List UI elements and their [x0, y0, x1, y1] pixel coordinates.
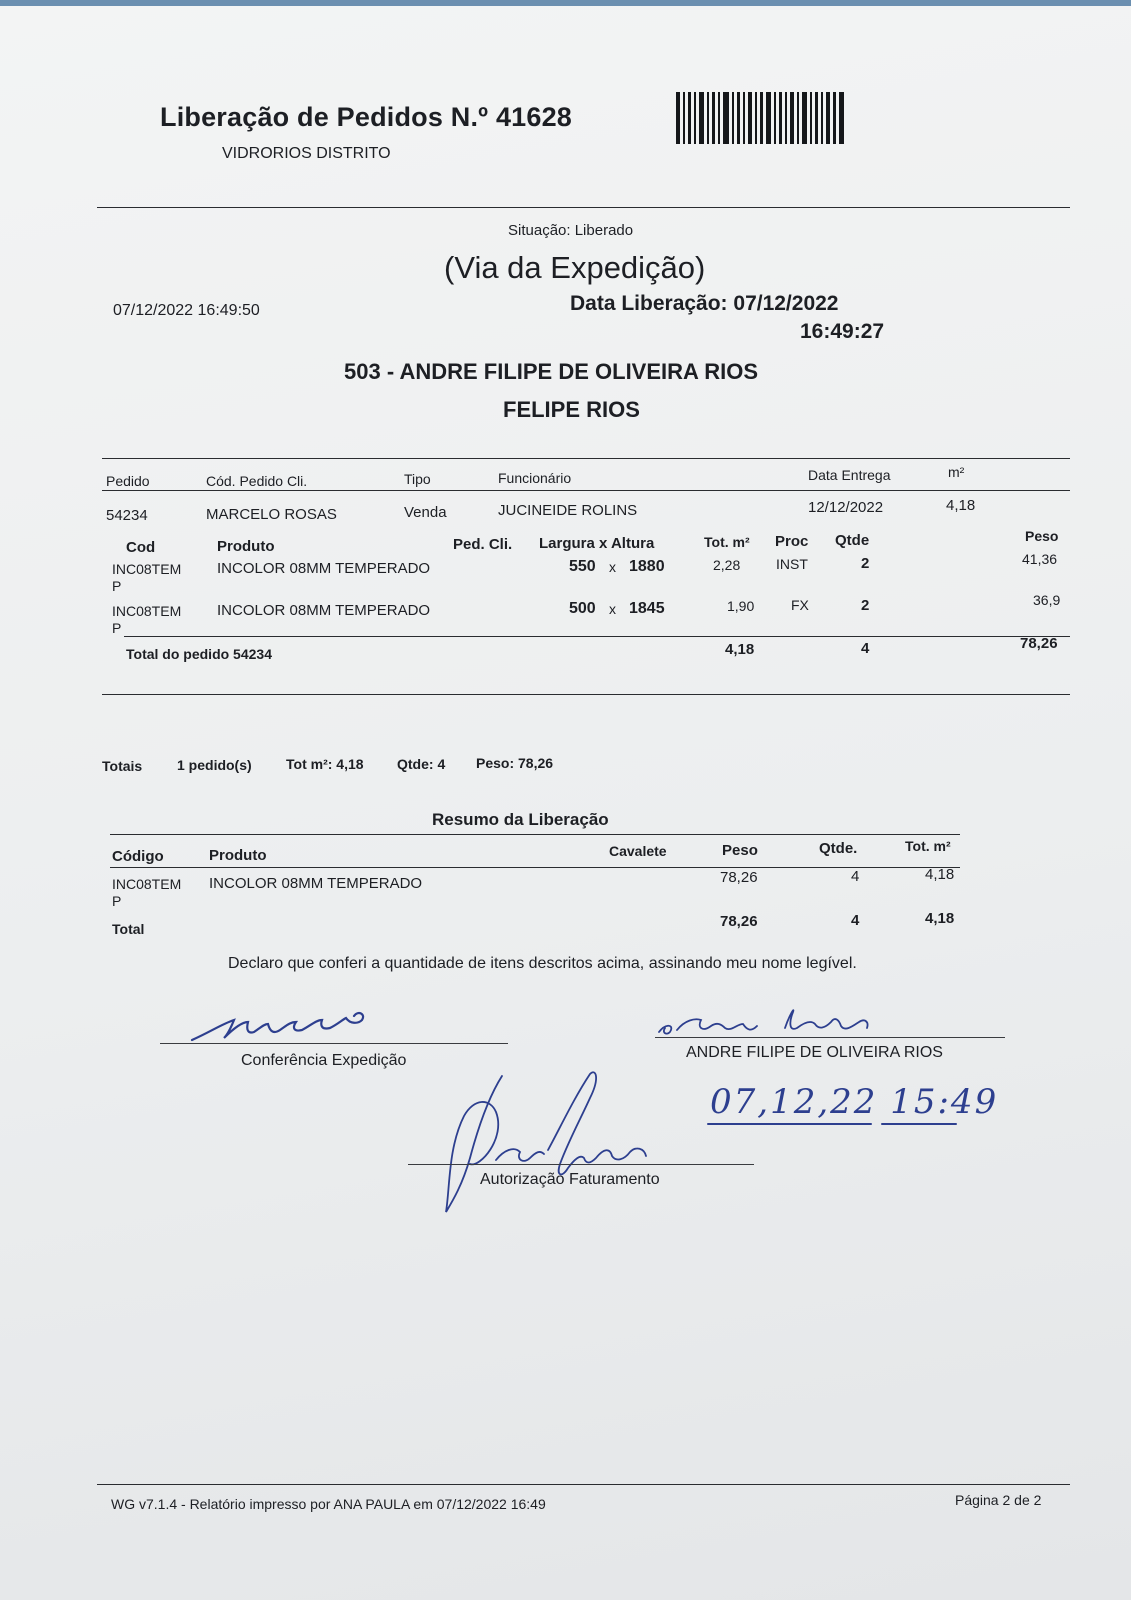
item-1-x: x: [609, 559, 616, 575]
items-col-qtde: Qtde: [835, 532, 870, 549]
summary-header-rule: [110, 867, 960, 868]
col-pedido: Pedido: [106, 473, 150, 489]
items-col-proc: Proc: [775, 533, 809, 550]
handwritten-date-underline: [706, 1120, 996, 1128]
summary-row-cod-cont: P: [112, 893, 122, 909]
order-tipo: Venda: [404, 504, 447, 521]
order-total-peso: 78,26: [1020, 635, 1058, 652]
order-m2: 4,18: [946, 497, 976, 514]
release-date-label: Data Liberação: 07/12/2022: [570, 292, 839, 315]
items-col-tot-m2: Tot. m²: [704, 534, 750, 550]
totals-label: Totais: [102, 758, 143, 774]
summary-row-produto: INCOLOR 08MM TEMPERADO: [209, 875, 423, 892]
summary-row-tot: 4,18: [925, 866, 955, 883]
item-1-cod: INC08TEM: [112, 561, 182, 577]
document-title: Liberação de Pedidos N.º 41628: [160, 102, 573, 132]
item-1-tot: 2,28: [713, 557, 741, 573]
items-col-largura-altura: Largura x Altura: [539, 535, 655, 552]
barcode-graphic: [676, 92, 846, 144]
col-data-entrega: Data Entrega: [808, 467, 891, 483]
release-time: 16:49:27: [800, 320, 885, 343]
col-m2: m²: [948, 464, 965, 480]
summary-col-produto: Produto: [209, 847, 267, 864]
signature-line-right: [655, 1037, 1005, 1038]
order-header-rule: [102, 490, 1070, 491]
footer-rule: [97, 1484, 1070, 1485]
summary-total-tot: 4,18: [925, 910, 955, 927]
summary-total-peso: 78,26: [720, 913, 758, 930]
company-name: VIDRORIOS DISTRITO: [222, 145, 391, 162]
client-name: 503 - ANDRE FILIPE DE OLIVEIRA RIOS: [344, 359, 758, 384]
footer-report-info: WG v7.1.4 - Relatório impresso por ANA PAULA em 07/12/2022 16:49: [111, 1496, 546, 1512]
order-funcionario: JUCINEIDE ROLINS: [498, 502, 638, 519]
page-top-edge: [0, 0, 1131, 6]
signature-client: [655, 1002, 895, 1040]
items-col-cod: Cod: [126, 539, 156, 556]
col-cod-pedido-cli: Cód. Pedido Cli.: [206, 473, 308, 489]
item-2-peso: 36,9: [1033, 592, 1061, 608]
col-tipo: Tipo: [404, 471, 431, 487]
items-total-rule: [124, 636, 1070, 637]
summary-col-cavalete: Cavalete: [609, 843, 667, 859]
totals-pedidos: 1 pedido(s): [177, 757, 252, 773]
totals-tot-m2: Tot m²: 4,18: [286, 756, 364, 772]
item-2-tot: 1,90: [727, 598, 755, 614]
item-1-qtde: 2: [861, 555, 870, 572]
item-1-peso: 41,36: [1022, 551, 1058, 567]
item-2-x: x: [609, 601, 616, 617]
signature-autorizacao: [440, 1068, 680, 1218]
print-datetime: 07/12/2022 16:49:50: [113, 302, 260, 319]
item-2-proc: FX: [791, 597, 809, 613]
summary-col-peso: Peso: [722, 842, 758, 859]
order-cod-cli: MARCELO ROSAS: [206, 506, 337, 523]
item-2-altura: 1845: [629, 600, 665, 617]
summary-title: Resumo da Liberação: [432, 810, 609, 829]
order-total-qtde: 4: [861, 640, 870, 657]
summary-total-label: Total: [112, 921, 145, 937]
summary-col-qtde: Qtde.: [819, 840, 858, 857]
item-2-cod: INC08TEM: [112, 603, 182, 619]
situation-text: Situação: Liberado: [508, 222, 634, 239]
item-1-altura: 1880: [629, 558, 665, 575]
item-2-produto: INCOLOR 08MM TEMPERADO: [217, 602, 431, 619]
items-col-produto: Produto: [217, 538, 275, 555]
summary-top-rule: [110, 834, 960, 835]
summary-row-qtde: 4: [851, 868, 860, 885]
summary-col-tot-m2: Tot. m²: [905, 838, 951, 854]
totals-peso: Peso: 78,26: [476, 755, 554, 771]
item-1-cod-cont: P: [112, 578, 122, 594]
signature-label-autorizacao: Autorização Faturamento: [480, 1171, 660, 1188]
item-2-qtde: 2: [861, 597, 870, 614]
order-table-top-rule: [102, 458, 1070, 459]
signature-conferencia: [190, 1002, 400, 1046]
item-2-cod-cont: P: [112, 620, 122, 636]
handwritten-date: 07,12,22 15:49: [710, 1082, 999, 1122]
item-1-largura: 550: [569, 558, 596, 575]
totals-qtde: Qtde: 4: [397, 756, 446, 772]
via-title: (Via da Expedição): [444, 250, 706, 285]
footer-page-number: Página 2 de 2: [955, 1492, 1042, 1508]
header-divider: [97, 207, 1070, 208]
summary-row-cod: INC08TEM: [112, 876, 182, 892]
summary-row-peso: 78,26: [720, 869, 758, 886]
summary-total-qtde: 4: [851, 912, 860, 929]
order-total-tot: 4,18: [725, 641, 755, 658]
client-alias: FELIPE RIOS: [503, 397, 640, 422]
order-total-label: Total do pedido 54234: [126, 646, 272, 662]
signature-line-bottom: [408, 1164, 754, 1165]
item-1-produto: INCOLOR 08MM TEMPERADO: [217, 560, 431, 577]
item-2-largura: 500: [569, 600, 596, 617]
signature-label-client: ANDRE FILIPE DE OLIVEIRA RIOS: [686, 1044, 943, 1061]
order-pedido: 54234: [106, 507, 148, 524]
declaration-text: Declaro que conferi a quantidade de itens descritos acima, assinando meu nome legível.: [228, 955, 857, 972]
signature-label-conferencia: Conferência Expedição: [241, 1052, 407, 1069]
items-col-peso: Peso: [1025, 528, 1059, 544]
col-funcionario: Funcionário: [498, 470, 572, 486]
items-col-ped-cli: Ped. Cli.: [453, 536, 513, 553]
item-1-proc: INST: [776, 556, 808, 572]
signature-line-left: [160, 1043, 508, 1044]
summary-col-codigo: Código: [112, 848, 164, 865]
order-table-bottom-rule: [102, 694, 1070, 695]
order-data-entrega: 12/12/2022: [808, 499, 884, 516]
